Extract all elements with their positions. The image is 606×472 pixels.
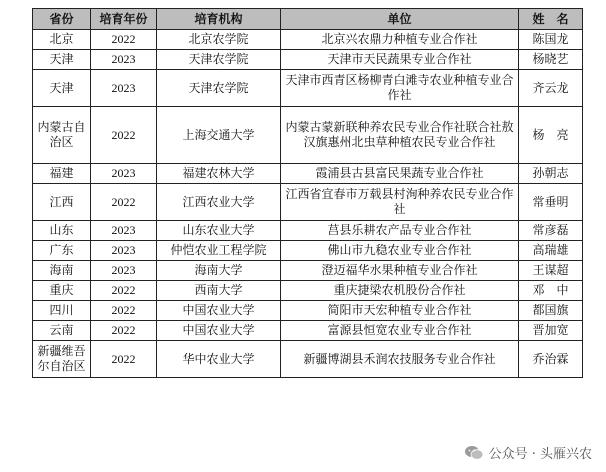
cell-name: 杨 亮 [519, 107, 583, 164]
cell-year: 2022 [91, 281, 157, 301]
cell-institution: 华中农业大学 [157, 341, 281, 378]
cell-institution: 海南大学 [157, 261, 281, 281]
cell-unit: 天津市天民蔬果专业合作社 [281, 50, 519, 70]
cell-year: 2023 [91, 70, 157, 107]
cell-province: 天津 [33, 70, 91, 107]
cell-province: 广东 [33, 241, 91, 261]
cell-name: 晋加宽 [519, 321, 583, 341]
cell-name: 孙朝志 [519, 164, 583, 184]
header-unit: 单位 [281, 9, 519, 30]
cell-name: 齐云龙 [519, 70, 583, 107]
cell-year: 2023 [91, 221, 157, 241]
cell-province: 四川 [33, 301, 91, 321]
table-row [33, 281, 583, 301]
cell-name: 乔治霖 [519, 341, 583, 378]
cell-institution: 中国农业大学 [157, 301, 281, 321]
cell-year: 2022 [91, 184, 157, 221]
header-year: 培育年份 [91, 9, 157, 30]
wechat-watermark [464, 443, 592, 462]
cell-year: 2023 [91, 50, 157, 70]
cell-name: 杨晓艺 [519, 50, 583, 70]
table-row [33, 301, 583, 321]
cell-year: 2022 [91, 301, 157, 321]
table-row [33, 241, 583, 261]
wechat-icon [464, 445, 484, 461]
cell-unit: 富源县恒宽农业专业合作社 [281, 321, 519, 341]
cell-province: 新疆维吾尔自治区 [33, 341, 91, 378]
cell-name: 邓 中 [519, 281, 583, 301]
cell-unit: 北京兴农鼎力种植专业合作社 [281, 30, 519, 50]
cell-year: 2023 [91, 261, 157, 281]
cell-name: 都国旗 [519, 301, 583, 321]
cell-unit: 天津市西青区杨柳青白滩寺农业种植专业合作社 [281, 70, 519, 107]
cell-year: 2023 [91, 241, 157, 261]
cell-year: 2022 [91, 107, 157, 164]
cell-province: 山东 [33, 221, 91, 241]
cell-year: 2022 [91, 321, 157, 341]
cell-institution: 上海交通大学 [157, 107, 281, 164]
table-row [33, 164, 583, 184]
cell-province: 天津 [33, 50, 91, 70]
table-row [33, 70, 583, 107]
header-name: 姓 名 [519, 9, 583, 30]
cell-province: 北京 [33, 30, 91, 50]
cell-province: 福建 [33, 164, 91, 184]
cell-institution: 仲恺农业工程学院 [157, 241, 281, 261]
table-row [33, 184, 583, 221]
header-province: 省份 [33, 9, 91, 30]
farmer-table [32, 8, 583, 378]
table-row [33, 221, 583, 241]
cell-unit: 重庆捷梁农机股份合作社 [281, 281, 519, 301]
table-row [33, 341, 583, 378]
table-header-row [33, 9, 583, 30]
cell-institution: 中国农业大学 [157, 321, 281, 341]
farmer-table-container [32, 8, 582, 378]
cell-institution: 江西农业大学 [157, 184, 281, 221]
cell-unit: 霞浦县古县富民果蔬专业合作社 [281, 164, 519, 184]
cell-institution: 山东农业大学 [157, 221, 281, 241]
cell-year: 2022 [91, 341, 157, 378]
header-institution: 培育机构 [157, 9, 281, 30]
cell-unit: 新疆博湖县禾润农技服务专业合作社 [281, 341, 519, 378]
cell-province: 重庆 [33, 281, 91, 301]
table-row [33, 107, 583, 164]
cell-province: 内蒙古自治区 [33, 107, 91, 164]
cell-institution: 北京农学院 [157, 30, 281, 50]
cell-year: 2022 [91, 30, 157, 50]
cell-unit: 莒县乐耕农产品专业合作社 [281, 221, 519, 241]
cell-institution: 天津农学院 [157, 50, 281, 70]
watermark-text: 公众号 · 头雁兴农 [488, 447, 592, 462]
cell-unit: 佛山市九稳农业专业合作社 [281, 241, 519, 261]
cell-province: 云南 [33, 321, 91, 341]
cell-unit: 江西省宜春市万载县村洵种养农民专业合作社 [281, 184, 519, 221]
cell-institution: 天津农学院 [157, 70, 281, 107]
cell-unit: 简阳市天宏种植专业合作社 [281, 301, 519, 321]
cell-province: 江西 [33, 184, 91, 221]
cell-name: 高瑞雄 [519, 241, 583, 261]
cell-name: 常彦磊 [519, 221, 583, 241]
table-row [33, 30, 583, 50]
cell-unit: 澄迈福华水果种植专业合作社 [281, 261, 519, 281]
cell-name: 王谋超 [519, 261, 583, 281]
cell-institution: 西南大学 [157, 281, 281, 301]
table-row [33, 261, 583, 281]
table-row [33, 50, 583, 70]
cell-year: 2023 [91, 164, 157, 184]
cell-province: 海南 [33, 261, 91, 281]
cell-unit: 内蒙古蒙新联种养农民专业合作社联合社敖汉旗惠州北虫草种植农民专业合作社 [281, 107, 519, 164]
cell-name: 陈国龙 [519, 30, 583, 50]
table-row [33, 321, 583, 341]
cell-name: 常垂明 [519, 184, 583, 221]
cell-institution: 福建农林大学 [157, 164, 281, 184]
